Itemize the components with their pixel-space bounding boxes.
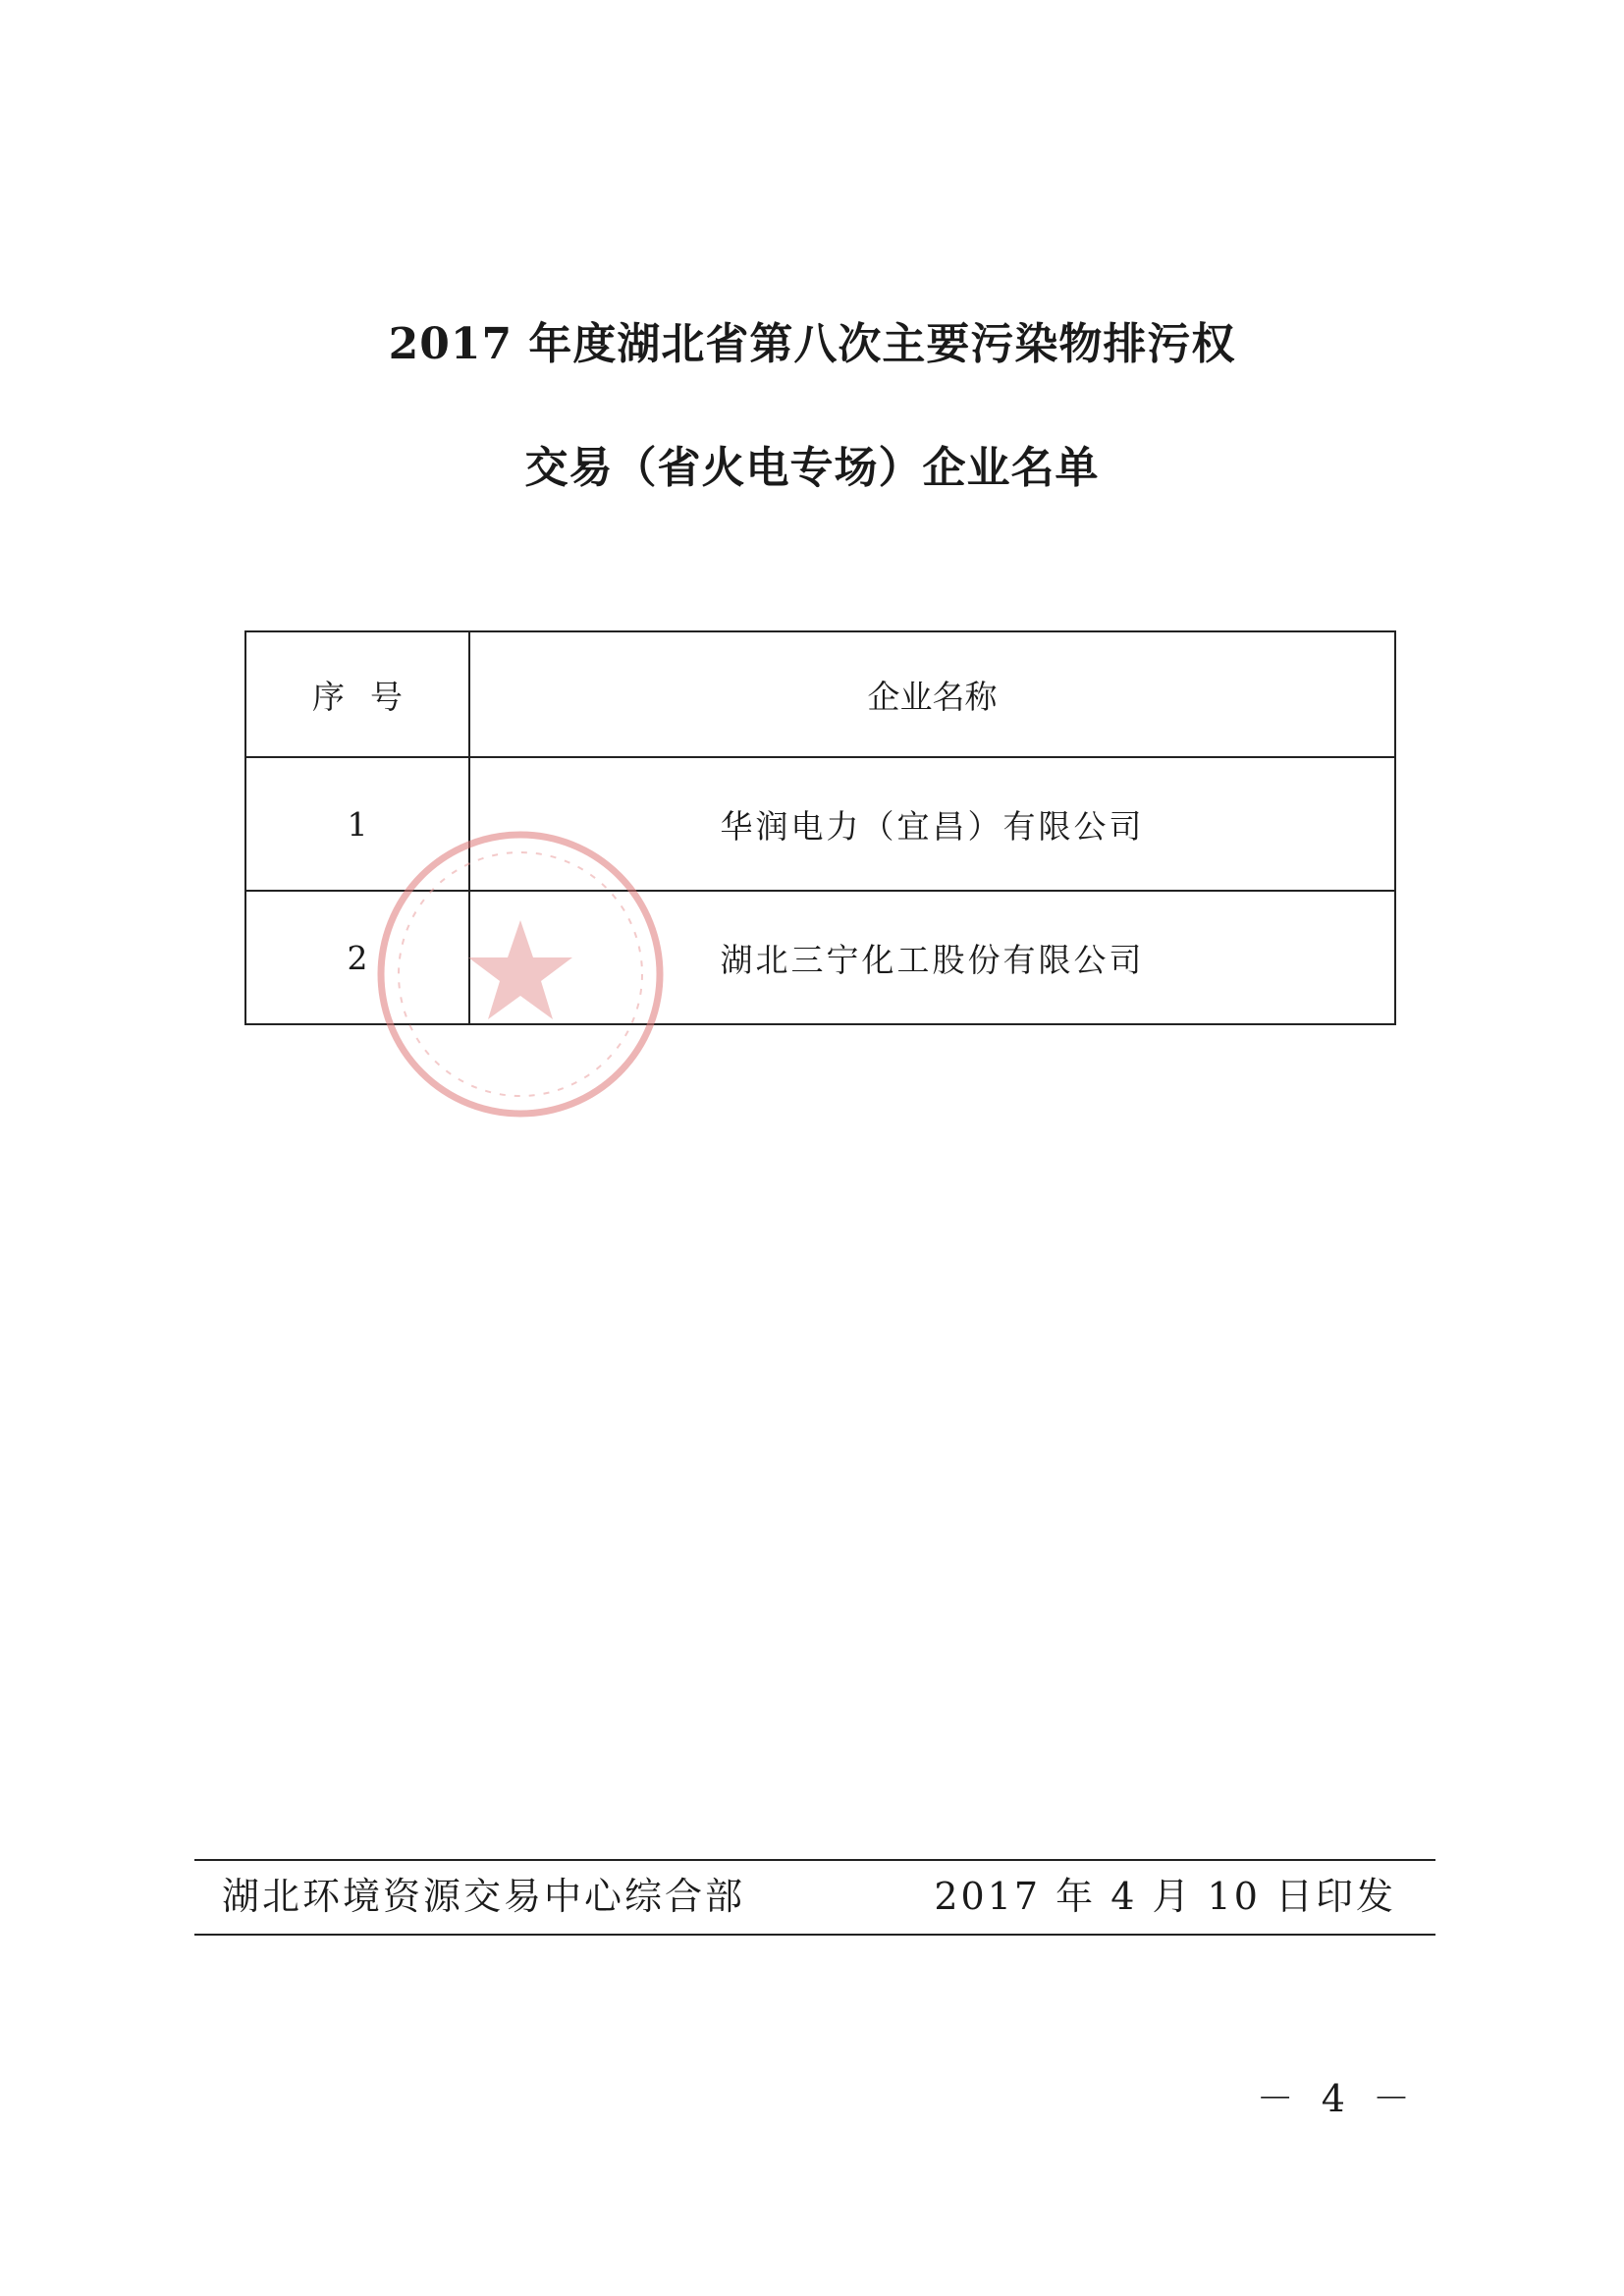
- document-title-line-2: 交易（省火电专场）企业名单: [524, 443, 1100, 493]
- page-number: － 4 －: [1256, 2077, 1418, 2120]
- footer-issue-date: 2017 年 4 月 10 日印发: [934, 1875, 1396, 1918]
- table-row: [245, 757, 1395, 891]
- footer-top-rule: [194, 1859, 1435, 1861]
- row-company-name: 华润电力（宜昌）有限公司: [469, 757, 1395, 891]
- company-list-table: [244, 630, 1396, 1025]
- row-company-name: 湖北三宁化工股份有限公司: [469, 891, 1395, 1024]
- document-title-line-1: 2017 年度湖北省第八次主要污染物排污权: [388, 319, 1236, 369]
- footer-issuer: 湖北环境资源交易中心综合部: [222, 1875, 746, 1918]
- row-seq: 1: [245, 757, 469, 891]
- footer-bottom-rule: [194, 1934, 1435, 1936]
- header-seq: 序号: [245, 631, 469, 757]
- row-seq: 2: [245, 891, 469, 1024]
- header-company-name: 企业名称: [469, 631, 1395, 757]
- table-header-row: [245, 631, 1395, 757]
- table-row: [245, 891, 1395, 1024]
